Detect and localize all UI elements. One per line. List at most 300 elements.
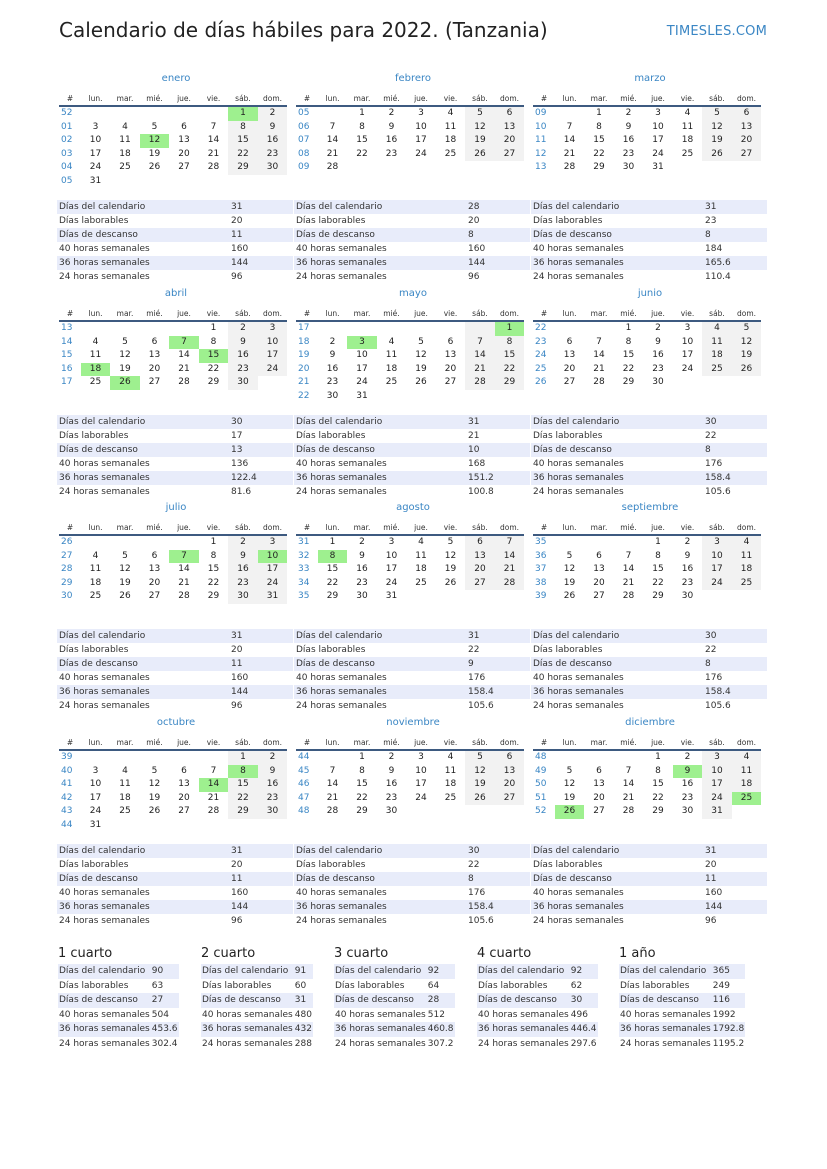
day-cell[interactable]: 30 [228, 590, 258, 604]
day-cell[interactable]: 19 [148, 792, 161, 803]
day-cell[interactable]: 14 [326, 135, 339, 145]
day-cell[interactable]: 6 [566, 336, 573, 347]
day-cell[interactable]: 12 [563, 779, 576, 789]
day-cell[interactable]: 23 [258, 792, 287, 806]
day-cell[interactable]: 12 [465, 765, 495, 779]
day-cell[interactable]: 24 [415, 148, 427, 159]
day-cell[interactable]: 15 [652, 564, 664, 574]
day-cell[interactable]: 11 [89, 350, 102, 360]
day-cell[interactable]: 11 [444, 121, 457, 132]
day-cell[interactable]: 8 [596, 121, 602, 132]
day-cell[interactable]: 20 [148, 577, 161, 588]
day-cell[interactable]: 21 [178, 577, 190, 588]
day-cell[interactable]: 23 [622, 148, 635, 159]
day-cell[interactable]: 15 [593, 135, 605, 145]
day-cell[interactable]: 29 [652, 591, 664, 601]
day-cell[interactable]: 19 [563, 577, 576, 588]
day-cell[interactable]: 4 [388, 336, 395, 347]
day-cell[interactable]: 12 [415, 350, 427, 360]
day-cell[interactable]: 24 [89, 162, 102, 172]
day-cell[interactable]: 19 [563, 792, 576, 803]
day-cell[interactable]: 24 [258, 577, 287, 591]
day-cell[interactable]: 31 [258, 590, 287, 604]
day-cell[interactable]: 21 [178, 363, 190, 374]
day-cell[interactable]: 31 [385, 591, 398, 601]
day-cell[interactable]: 28 [326, 162, 339, 172]
day-cell[interactable]: 30 [681, 806, 694, 816]
day-cell[interactable]: 12 [465, 121, 495, 135]
day-cell[interactable]: 26 [702, 148, 732, 162]
day-cell[interactable]: 1 [210, 537, 217, 547]
day-cell[interactable]: 18 [119, 148, 131, 159]
day-cell[interactable]: 18 [681, 135, 694, 145]
day-cell[interactable]: 19 [119, 577, 131, 588]
holiday-day-cell[interactable]: 26 [555, 805, 584, 819]
day-cell[interactable]: 27 [444, 377, 457, 387]
day-cell[interactable]: 27 [732, 148, 761, 162]
day-cell[interactable]: 28 [622, 806, 635, 816]
day-cell[interactable]: 27 [593, 591, 605, 601]
day-cell[interactable]: 23 [228, 577, 258, 591]
day-cell[interactable]: 5 [702, 106, 732, 121]
day-cell[interactable]: 23 [356, 577, 368, 588]
day-cell[interactable]: 10 [702, 765, 732, 779]
day-cell[interactable]: 3 [655, 108, 661, 118]
day-cell[interactable]: 20 [732, 134, 761, 148]
day-cell[interactable]: 26 [444, 577, 457, 588]
day-cell[interactable]: 26 [415, 377, 427, 387]
day-cell[interactable]: 29 [356, 806, 368, 816]
day-cell[interactable]: 27 [495, 792, 524, 806]
day-cell[interactable]: 11 [681, 121, 694, 132]
day-cell[interactable]: 10 [415, 121, 427, 132]
day-cell[interactable]: 2 [655, 323, 661, 333]
day-cell[interactable]: 23 [326, 377, 339, 387]
day-cell[interactable]: 14 [593, 350, 605, 360]
day-cell[interactable]: 8 [655, 765, 661, 776]
holiday-day-cell[interactable]: 8 [318, 550, 347, 564]
day-cell[interactable]: 18 [702, 349, 732, 363]
day-cell[interactable]: 2 [359, 537, 365, 547]
day-cell[interactable]: 20 [444, 363, 457, 374]
day-cell[interactable]: 25 [89, 377, 102, 387]
day-cell[interactable]: 9 [655, 336, 661, 347]
day-cell[interactable]: 13 [563, 350, 576, 360]
day-cell[interactable]: 3 [92, 121, 99, 132]
day-cell[interactable]: 16 [385, 779, 398, 789]
day-cell[interactable]: 13 [444, 350, 457, 360]
day-cell[interactable]: 28 [207, 806, 220, 816]
day-cell[interactable]: 6 [151, 550, 158, 561]
day-cell[interactable]: 2 [329, 336, 336, 347]
holiday-day-cell[interactable]: 1 [228, 106, 258, 121]
day-cell[interactable]: 9 [228, 336, 258, 350]
day-cell[interactable]: 2 [625, 108, 632, 118]
day-cell[interactable]: 25 [119, 806, 131, 816]
day-cell[interactable]: 21 [563, 148, 576, 159]
day-cell[interactable]: 28 [622, 591, 635, 601]
day-cell[interactable]: 7 [465, 336, 495, 350]
day-cell[interactable]: 17 [415, 779, 427, 789]
day-cell[interactable]: 11 [89, 564, 102, 574]
day-cell[interactable]: 12 [732, 336, 761, 350]
holiday-day-cell[interactable]: 7 [169, 550, 199, 564]
day-cell[interactable]: 18 [444, 135, 457, 145]
day-cell[interactable]: 5 [151, 121, 158, 132]
day-cell[interactable]: 3 [258, 321, 287, 336]
day-cell[interactable]: 24 [702, 792, 732, 806]
day-cell[interactable]: 19 [732, 349, 761, 363]
day-cell[interactable]: 1 [359, 752, 365, 762]
day-cell[interactable]: 23 [228, 363, 258, 377]
day-cell[interactable]: 17 [258, 563, 287, 577]
day-cell[interactable]: 29 [495, 376, 524, 390]
day-cell[interactable]: 6 [732, 106, 761, 121]
day-cell[interactable]: 22 [356, 148, 368, 159]
day-cell[interactable]: 1 [228, 750, 258, 765]
day-cell[interactable]: 21 [326, 148, 339, 159]
day-cell[interactable]: 7 [210, 765, 217, 776]
day-cell[interactable]: 11 [119, 779, 131, 789]
holiday-day-cell[interactable]: 26 [110, 376, 140, 390]
day-cell[interactable]: 6 [596, 550, 602, 561]
day-cell[interactable]: 6 [465, 535, 495, 550]
day-cell[interactable]: 1 [210, 323, 217, 333]
day-cell[interactable]: 8 [210, 336, 217, 347]
day-cell[interactable]: 20 [593, 577, 605, 588]
day-cell[interactable]: 8 [228, 121, 258, 135]
day-cell[interactable]: 9 [684, 550, 691, 561]
day-cell[interactable]: 15 [652, 779, 664, 789]
day-cell[interactable]: 17 [681, 350, 694, 360]
day-cell[interactable]: 24 [356, 377, 368, 387]
day-cell[interactable]: 17 [702, 778, 732, 792]
day-cell[interactable]: 7 [329, 765, 336, 776]
day-cell[interactable]: 28 [178, 591, 190, 601]
day-cell[interactable]: 6 [181, 765, 187, 776]
day-cell[interactable]: 5 [151, 765, 158, 776]
day-cell[interactable]: 18 [385, 363, 398, 374]
day-cell[interactable]: 30 [326, 390, 339, 401]
day-cell[interactable]: 6 [151, 336, 158, 347]
day-cell[interactable]: 27 [178, 162, 190, 172]
day-cell[interactable]: 28 [207, 162, 220, 172]
day-cell[interactable]: 21 [622, 792, 635, 803]
day-cell[interactable]: 22 [228, 148, 258, 162]
day-cell[interactable]: 24 [681, 363, 694, 374]
day-cell[interactable]: 26 [148, 162, 161, 172]
day-cell[interactable]: 29 [622, 377, 635, 387]
day-cell[interactable]: 11 [732, 765, 761, 779]
day-cell[interactable]: 23 [681, 792, 694, 803]
day-cell[interactable]: 26 [148, 806, 161, 816]
day-cell[interactable]: 31 [652, 162, 664, 172]
day-cell[interactable]: 29 [228, 161, 258, 175]
day-cell[interactable]: 9 [258, 765, 287, 779]
day-cell[interactable]: 4 [92, 336, 99, 347]
day-cell[interactable]: 1 [329, 537, 336, 547]
day-cell[interactable]: 12 [119, 350, 131, 360]
day-cell[interactable]: 28 [326, 806, 339, 816]
day-cell[interactable]: 24 [89, 806, 102, 816]
day-cell[interactable]: 15 [207, 564, 220, 574]
day-cell[interactable]: 29 [652, 806, 664, 816]
day-cell[interactable]: 4 [447, 752, 454, 762]
day-cell[interactable]: 8 [210, 550, 217, 561]
day-cell[interactable]: 23 [385, 148, 398, 159]
day-cell[interactable]: 4 [684, 108, 691, 118]
holiday-day-cell[interactable]: 12 [140, 134, 169, 148]
day-cell[interactable]: 31 [89, 819, 102, 830]
day-cell[interactable]: 25 [119, 162, 131, 172]
day-cell[interactable]: 15 [228, 778, 258, 792]
day-cell[interactable]: 6 [596, 765, 602, 776]
day-cell[interactable]: 21 [207, 792, 220, 803]
day-cell[interactable]: 21 [495, 563, 524, 577]
day-cell[interactable]: 1 [596, 108, 602, 118]
day-cell[interactable]: 11 [702, 336, 732, 350]
day-cell[interactable]: 27 [593, 806, 605, 816]
day-cell[interactable]: 14 [622, 564, 635, 574]
day-cell[interactable]: 9 [359, 550, 365, 561]
day-cell[interactable]: 15 [326, 564, 339, 574]
day-cell[interactable]: 25 [732, 577, 761, 591]
day-cell[interactable]: 22 [356, 792, 368, 803]
day-cell[interactable]: 23 [652, 363, 664, 374]
day-cell[interactable]: 17 [385, 564, 398, 574]
day-cell[interactable]: 20 [465, 563, 495, 577]
day-cell[interactable]: 13 [495, 121, 524, 135]
day-cell[interactable]: 12 [148, 779, 161, 789]
holiday-day-cell[interactable]: 18 [81, 363, 110, 377]
day-cell[interactable]: 1 [655, 537, 661, 547]
day-cell[interactable]: 7 [210, 121, 217, 132]
day-cell[interactable]: 10 [702, 550, 732, 564]
day-cell[interactable]: 11 [732, 550, 761, 564]
day-cell[interactable]: 17 [258, 349, 287, 363]
day-cell[interactable]: 3 [92, 765, 99, 776]
day-cell[interactable]: 6 [495, 106, 524, 121]
day-cell[interactable]: 5 [447, 537, 454, 547]
day-cell[interactable]: 19 [119, 363, 131, 374]
day-cell[interactable]: 22 [652, 792, 664, 803]
day-cell[interactable]: 28 [563, 162, 576, 172]
day-cell[interactable]: 14 [326, 779, 339, 789]
day-cell[interactable]: 15 [622, 350, 635, 360]
day-cell[interactable]: 2 [684, 752, 691, 762]
day-cell[interactable]: 25 [444, 792, 457, 803]
day-cell[interactable]: 26 [119, 591, 131, 601]
holiday-day-cell[interactable]: 3 [347, 336, 377, 350]
day-cell[interactable]: 14 [563, 135, 576, 145]
day-cell[interactable]: 12 [119, 564, 131, 574]
day-cell[interactable]: 17 [89, 792, 102, 803]
holiday-day-cell[interactable]: 10 [258, 550, 287, 564]
day-cell[interactable]: 25 [89, 591, 102, 601]
day-cell[interactable]: 16 [356, 564, 368, 574]
day-cell[interactable]: 8 [625, 336, 632, 347]
day-cell[interactable]: 16 [385, 135, 398, 145]
day-cell[interactable]: 4 [92, 550, 99, 561]
day-cell[interactable]: 12 [563, 564, 576, 574]
day-cell[interactable]: 9 [228, 550, 258, 564]
day-cell[interactable]: 6 [181, 121, 187, 132]
day-cell[interactable]: 16 [258, 778, 287, 792]
day-cell[interactable]: 28 [178, 377, 190, 387]
day-cell[interactable]: 14 [465, 349, 495, 363]
day-cell[interactable]: 22 [207, 577, 220, 588]
day-cell[interactable]: 18 [89, 577, 102, 588]
day-cell[interactable]: 9 [258, 121, 287, 135]
day-cell[interactable]: 10 [415, 765, 427, 776]
day-cell[interactable]: 10 [258, 336, 287, 350]
holiday-day-cell[interactable]: 8 [228, 765, 258, 779]
day-cell[interactable]: 5 [465, 106, 495, 121]
day-cell[interactable]: 3 [702, 750, 732, 765]
day-cell[interactable]: 4 [732, 535, 761, 550]
day-cell[interactable]: 15 [495, 349, 524, 363]
day-cell[interactable]: 3 [684, 323, 691, 333]
day-cell[interactable]: 23 [681, 577, 694, 588]
day-cell[interactable]: 24 [415, 792, 427, 803]
day-cell[interactable]: 22 [326, 577, 339, 588]
day-cell[interactable]: 8 [359, 121, 365, 132]
day-cell[interactable]: 18 [444, 779, 457, 789]
day-cell[interactable]: 10 [89, 779, 102, 789]
day-cell[interactable]: 3 [418, 752, 424, 762]
day-cell[interactable]: 2 [228, 321, 258, 336]
day-cell[interactable]: 30 [652, 377, 664, 387]
day-cell[interactable]: 10 [681, 336, 694, 347]
day-cell[interactable]: 30 [681, 591, 694, 601]
day-cell[interactable]: 22 [622, 363, 635, 374]
day-cell[interactable]: 19 [415, 363, 427, 374]
day-cell[interactable]: 20 [593, 792, 605, 803]
day-cell[interactable]: 26 [563, 591, 576, 601]
day-cell[interactable]: 13 [178, 779, 190, 789]
day-cell[interactable]: 24 [258, 363, 287, 377]
day-cell[interactable]: 5 [732, 321, 761, 336]
day-cell[interactable]: 18 [119, 792, 131, 803]
day-cell[interactable]: 20 [563, 363, 576, 374]
day-cell[interactable]: 10 [385, 550, 398, 561]
day-cell[interactable]: 14 [178, 564, 190, 574]
day-cell[interactable]: 18 [732, 563, 761, 577]
holiday-day-cell[interactable]: 14 [199, 778, 228, 792]
day-cell[interactable]: 29 [326, 591, 339, 601]
day-cell[interactable]: 22 [228, 792, 258, 806]
day-cell[interactable]: 10 [652, 121, 664, 132]
day-cell[interactable]: 13 [465, 550, 495, 564]
day-cell[interactable]: 2 [388, 752, 395, 762]
day-cell[interactable]: 16 [681, 564, 694, 574]
day-cell[interactable]: 27 [465, 577, 495, 591]
day-cell[interactable]: 5 [418, 336, 424, 347]
day-cell[interactable]: 4 [418, 537, 424, 547]
day-cell[interactable]: 22 [593, 148, 605, 159]
day-cell[interactable]: 27 [563, 377, 576, 387]
day-cell[interactable]: 8 [359, 765, 365, 776]
day-cell[interactable]: 24 [702, 577, 732, 591]
day-cell[interactable]: 31 [356, 390, 368, 401]
day-cell[interactable]: 9 [388, 121, 395, 132]
day-cell[interactable]: 27 [148, 591, 161, 601]
day-cell[interactable]: 14 [207, 135, 220, 145]
day-cell[interactable]: 26 [465, 148, 495, 162]
day-cell[interactable]: 5 [465, 750, 495, 765]
day-cell[interactable]: 13 [178, 135, 190, 145]
day-cell[interactable]: 20 [178, 792, 190, 803]
day-cell[interactable]: 11 [444, 765, 457, 776]
day-cell[interactable]: 17 [415, 135, 427, 145]
day-cell[interactable]: 31 [89, 175, 102, 186]
holiday-day-cell[interactable]: 9 [673, 765, 702, 779]
day-cell[interactable]: 19 [702, 134, 732, 148]
day-cell[interactable]: 13 [593, 564, 605, 574]
day-cell[interactable]: 16 [681, 779, 694, 789]
day-cell[interactable]: 20 [495, 134, 524, 148]
day-cell[interactable]: 10 [356, 350, 368, 360]
day-cell[interactable]: 13 [148, 564, 161, 574]
day-cell[interactable]: 7 [495, 535, 524, 550]
day-cell[interactable]: 23 [385, 792, 398, 803]
day-cell[interactable]: 19 [465, 134, 495, 148]
day-cell[interactable]: 20 [148, 363, 161, 374]
day-cell[interactable]: 2 [228, 535, 258, 550]
day-cell[interactable]: 29 [228, 805, 258, 819]
holiday-day-cell[interactable]: 25 [732, 792, 761, 806]
day-cell[interactable]: 28 [495, 577, 524, 591]
day-cell[interactable]: 25 [444, 148, 457, 159]
day-cell[interactable]: 30 [228, 376, 258, 390]
day-cell[interactable]: 30 [258, 805, 287, 819]
day-cell[interactable]: 13 [593, 779, 605, 789]
day-cell[interactable]: 13 [495, 765, 524, 779]
day-cell[interactable]: 7 [329, 121, 336, 132]
day-cell[interactable]: 28 [593, 377, 605, 387]
holiday-day-cell[interactable]: 15 [199, 349, 228, 363]
day-cell[interactable]: 25 [415, 577, 427, 588]
day-cell[interactable]: 8 [655, 550, 661, 561]
holiday-day-cell[interactable]: 7 [169, 336, 199, 350]
day-cell[interactable]: 7 [566, 121, 573, 132]
day-cell[interactable]: 1 [625, 323, 632, 333]
day-cell[interactable]: 4 [122, 765, 128, 776]
day-cell[interactable]: 14 [622, 779, 635, 789]
day-cell[interactable]: 10 [89, 135, 102, 145]
day-cell[interactable]: 18 [415, 564, 427, 574]
day-cell[interactable]: 5 [122, 336, 128, 347]
holiday-day-cell[interactable]: 1 [495, 321, 524, 336]
day-cell[interactable]: 16 [326, 363, 339, 374]
day-cell[interactable]: 26 [465, 792, 495, 806]
day-cell[interactable]: 14 [495, 550, 524, 564]
day-cell[interactable]: 17 [702, 563, 732, 577]
day-cell[interactable]: 6 [447, 336, 454, 347]
day-cell[interactable]: 9 [329, 350, 336, 360]
day-cell[interactable]: 31 [702, 805, 732, 819]
day-cell[interactable]: 28 [465, 376, 495, 390]
day-cell[interactable]: 16 [228, 563, 258, 577]
day-cell[interactable]: 14 [178, 350, 190, 360]
day-cell[interactable]: 3 [258, 535, 287, 550]
day-cell[interactable]: 22 [495, 363, 524, 377]
day-cell[interactable]: 22 [207, 363, 220, 374]
day-cell[interactable]: 26 [732, 363, 761, 377]
day-cell[interactable]: 30 [258, 161, 287, 175]
day-cell[interactable]: 6 [495, 750, 524, 765]
day-cell[interactable]: 16 [622, 135, 635, 145]
